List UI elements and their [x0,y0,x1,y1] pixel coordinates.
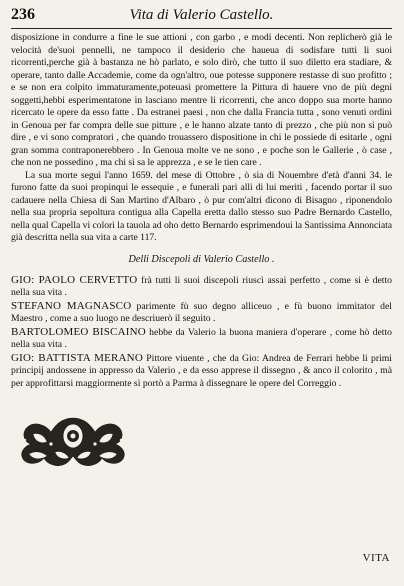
disciple-name: GIO: BATTISTA MERANO [11,351,143,364]
disciples-list [11,274,392,391]
disciple-name: BARTOLOMEO BISCAINO [11,325,146,338]
disciple-entry [11,326,392,352]
disciple-entry [11,352,392,391]
section-heading: Delli Discepoli di Valerio Castello . [128,253,275,265]
tailpiece-ornament-icon [11,414,135,470]
paragraph-death-text: La sua morte seguì l'anno 1659. del mese di Ottobre , ò sia di Nouembre d'età d'anni 34. le furono fatte da suoi propinqui le essequie , e funerali pari alli di lui meriti , facendo portar il suo cadauere nella Chiesa di San Martino d'Albaro , ò pur com'altri dicono di Bisagno , riponendolo nella sua propria sepoltura contigua alla Capella eretta dallo stesso suo Padre Bernardo Castello, nella qual Capella vi colorì la tauola ad oho detto Bernardo esprimendoui la Santissima Annonciata già descritta nella sua vita a carte 117. [11,169,392,243]
disciple-name: GIO: PAOLO CERVETTO [11,273,138,286]
main-text [11,32,392,245]
disciple-name: STEFANO MAGNASCO [11,299,132,312]
running-head [11,6,392,29]
disciple-text: frà tutti li suoi discepoli riuscì assai perfetto , come si è detto nella sua vita . [11,274,392,298]
running-title: Vita di Valerio Castello. [129,7,274,23]
catchword: VITA [362,552,390,564]
disciple-text: parimente fù suo degno alliceuo , e fù buono immitator del Maestro , come a suo luogo ne descriuerò il seguito . [11,300,392,324]
disciple-entry [11,300,392,326]
disciple-text: hebbe da Valerio la buona maniera d'operare , come hò detto nella sua vita . [11,326,392,350]
page-number: 236 [11,6,35,23]
disciple-entry [11,274,392,300]
paragraph-life-text: disposizione in condurre a fine le sue attioni , con garbo , e modi decenti. Non replicherò già le velocità de'suoi pennelli, ne tampoco il desiderio che haueua di sodisfare tutti li suoi ricorrenti,perche già à bastanza ne hò parlato, e solo dirò, che tutto il suo diletto era stadiare, & operare, tanto dalle Accademie, come da ogn'altro, oue potesse supponere restasse di suo profitto ; e se non era colpito immaturamente,poteuasi promettere la Pittura di hauere vno de più degni soggetti,hebbi esperimentatone in lasciano mentre li ricorrenti, che anco doppo sua morte hanno ricercato le opere da esso fatte . Da estranei paesi , non che dalla Francia tutta , sono venuti ordini in Genoua per far compra delle sue pitture , e le hanno alzate tanto di prezzo , che più non si può dire , e vi sono compratori , che quando trouassero dispositione in chi le possiede di esitarle , ogni gran somma contraponerebbero . In Genoua molte ve ne sono , e poche son le Gallerie , ò case , che non ne possedino , ma chi sì sa le apprezza , e se le tien care . [11,32,392,168]
disciple-text: Pittore viuente , che da Gio: Andrea de Ferrari hebbe li primi principij andossene in appresso da Valerio , e da esso apprese il dissegno , & anco il colorito , mà per approfittarsi maggiormente sì portò a Parma à dissegnare le opere del Correggio . [11,352,392,389]
